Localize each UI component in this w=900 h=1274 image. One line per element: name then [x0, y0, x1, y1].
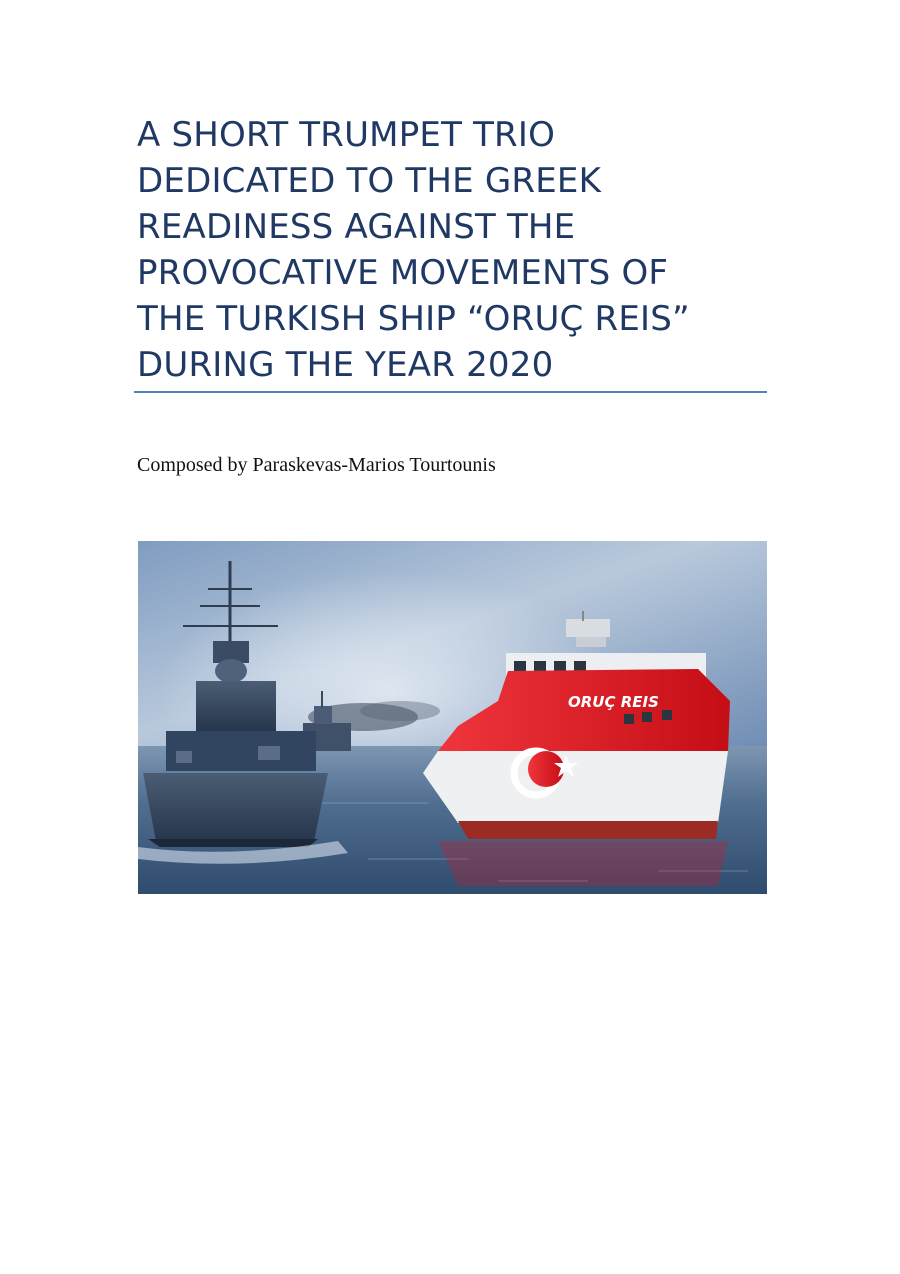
ship-reflection	[438, 841, 728, 886]
cover-photo-ships	[138, 541, 767, 894]
title-line: DURING THE YEAR 2020	[137, 345, 554, 385]
title-line: READINESS AGAINST THE	[137, 207, 576, 247]
title-line: THE TURKISH SHIP “ORUÇ REIS”	[137, 299, 690, 339]
title-line: PROVOCATIVE MOVEMENTS OF	[137, 253, 669, 293]
composer-byline: Composed by Paraskevas-Marios Tourtounis	[137, 454, 496, 476]
document-title	[137, 112, 777, 388]
title-underline-rule	[134, 391, 767, 393]
title-line: DEDICATED TO THE GREEK	[137, 161, 602, 201]
ship-hull-name: ORUÇ REIS	[568, 693, 659, 711]
title-line: A SHORT TRUMPET TRIO	[137, 115, 556, 155]
